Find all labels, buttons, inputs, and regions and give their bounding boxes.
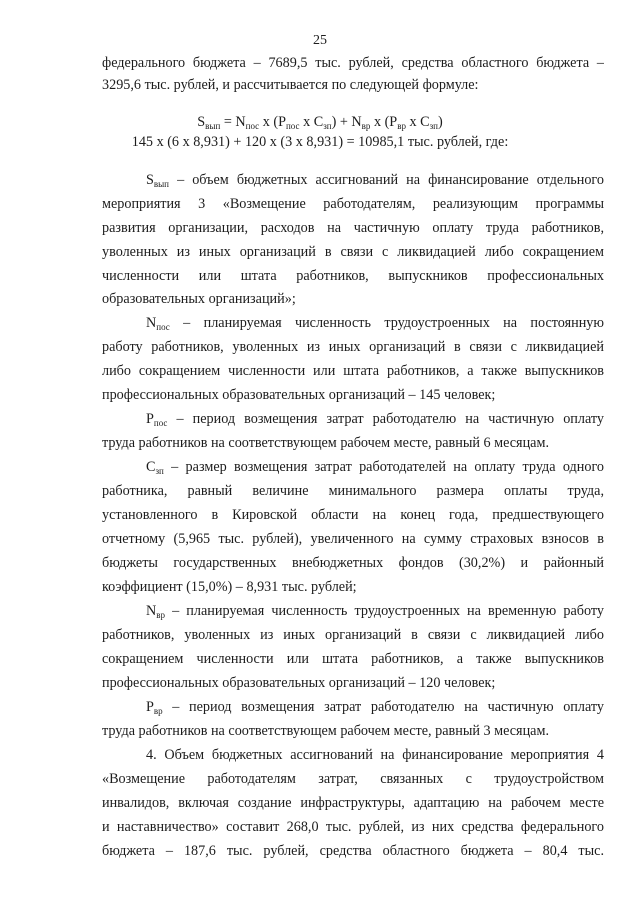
text-line: $S_{вып}$ – объем бюджетных ассигнований на финансирование отдельного — [146, 172, 604, 189]
text-line: «Возмещение работодателям затрат, связанных с трудоустройством — [102, 771, 604, 787]
text-line: и наставничество» составит 268,0 тыс. рублей, из них средства федерального — [102, 819, 604, 835]
formula-line: 145 x (6 x 8,931) + 120 x (3 x 8,931) = 10985,1 тыс. рублей, где: — [131, 134, 509, 150]
text-line: $C_{зп}$ – размер возмещения затрат работодателей на оплату труда одного — [146, 459, 604, 476]
text-line: отчетному (5,965 тыс. рублей), увеличенного на сумму страховых взносов в — [102, 531, 604, 547]
text-line: профессиональных образовательных организаций – 120 человек; — [102, 675, 496, 691]
text-line: профессиональных образовательных организаций – 145 человек; — [102, 387, 496, 403]
text-line: федерального бюджета – 7689,5 тыс. рублей, средства областного бюджета – — [102, 55, 604, 71]
formula-line: $S_{вып} = N_{пос}$ x ($P_{пос}$ x $C_{зп}) + N_{вр}$ x ($P_{вр}$ x $C_{зп}$) — [197, 114, 443, 131]
text-line: образовательных организаций»; — [102, 291, 296, 307]
text-line: численности или штата работников, выпускников профессиональных — [102, 268, 604, 284]
text-line: бюджеты государственных внебюджетных фондов (30,2%) и районный — [102, 555, 604, 571]
text-line: $N_{пос}$ – планируемая численность трудоустроенных на постоянную — [146, 315, 604, 332]
text-line: $P_{вр}$ – период возмещения затрат работодателю на частичную оплату — [146, 699, 604, 716]
text-line: работников, уволенных из иных организаций в связи с ликвидацией либо — [102, 627, 604, 643]
text-line: $N_{вр}$ – планируемая численность трудоустроенных на временную работу — [146, 603, 604, 620]
text-line: $P_{пос}$ – период возмещения затрат работодателю на частичную оплату — [146, 411, 604, 428]
text-line: 3295,6 тыс. рублей, и рассчитывается по следующей формуле: — [102, 77, 479, 93]
text-line: труда работников на соответствующем рабочем месте, равный 6 месяцам. — [102, 435, 549, 451]
text-line: бюджета – 187,6 тыс. рублей, средства областного бюджета – 80,4 тыс. — [102, 843, 604, 859]
page-number: 25 — [313, 33, 327, 48]
text-line: либо сокращением численности или штата работников, а также выпускников — [102, 363, 604, 379]
text-line: работника, равный величине минимального размера оплаты труда, — [102, 483, 604, 499]
text-line: 4. Объем бюджетных ассигнований на финансирование мероприятия 4 — [146, 747, 604, 763]
text-line: уволенных из иных организаций в связи с ликвидацией либо сокращением — [102, 244, 604, 260]
text-line: коэффициент (15,0%) – 8,931 тыс. рублей; — [102, 579, 357, 595]
text-line: мероприятия 3 «Возмещение работодателям, реализующим программы — [102, 196, 604, 212]
text-line: развития организации, расходов на частичную оплату труда работников, — [102, 220, 604, 236]
text-line: работу работников, уволенных из иных организаций в связи с ликвидацией — [102, 339, 604, 355]
text-line: инвалидов, включая создание инфраструктуры, адаптацию на рабочем месте — [102, 795, 604, 811]
text-line: сокращением численности или штата работников, а также выпускников — [102, 651, 604, 667]
text-line: установленного в Кировской области на конец года, предшествующего — [102, 507, 604, 523]
text-line: труда работников на соответствующем рабочем месте, равный 3 месяцам. — [102, 723, 549, 739]
